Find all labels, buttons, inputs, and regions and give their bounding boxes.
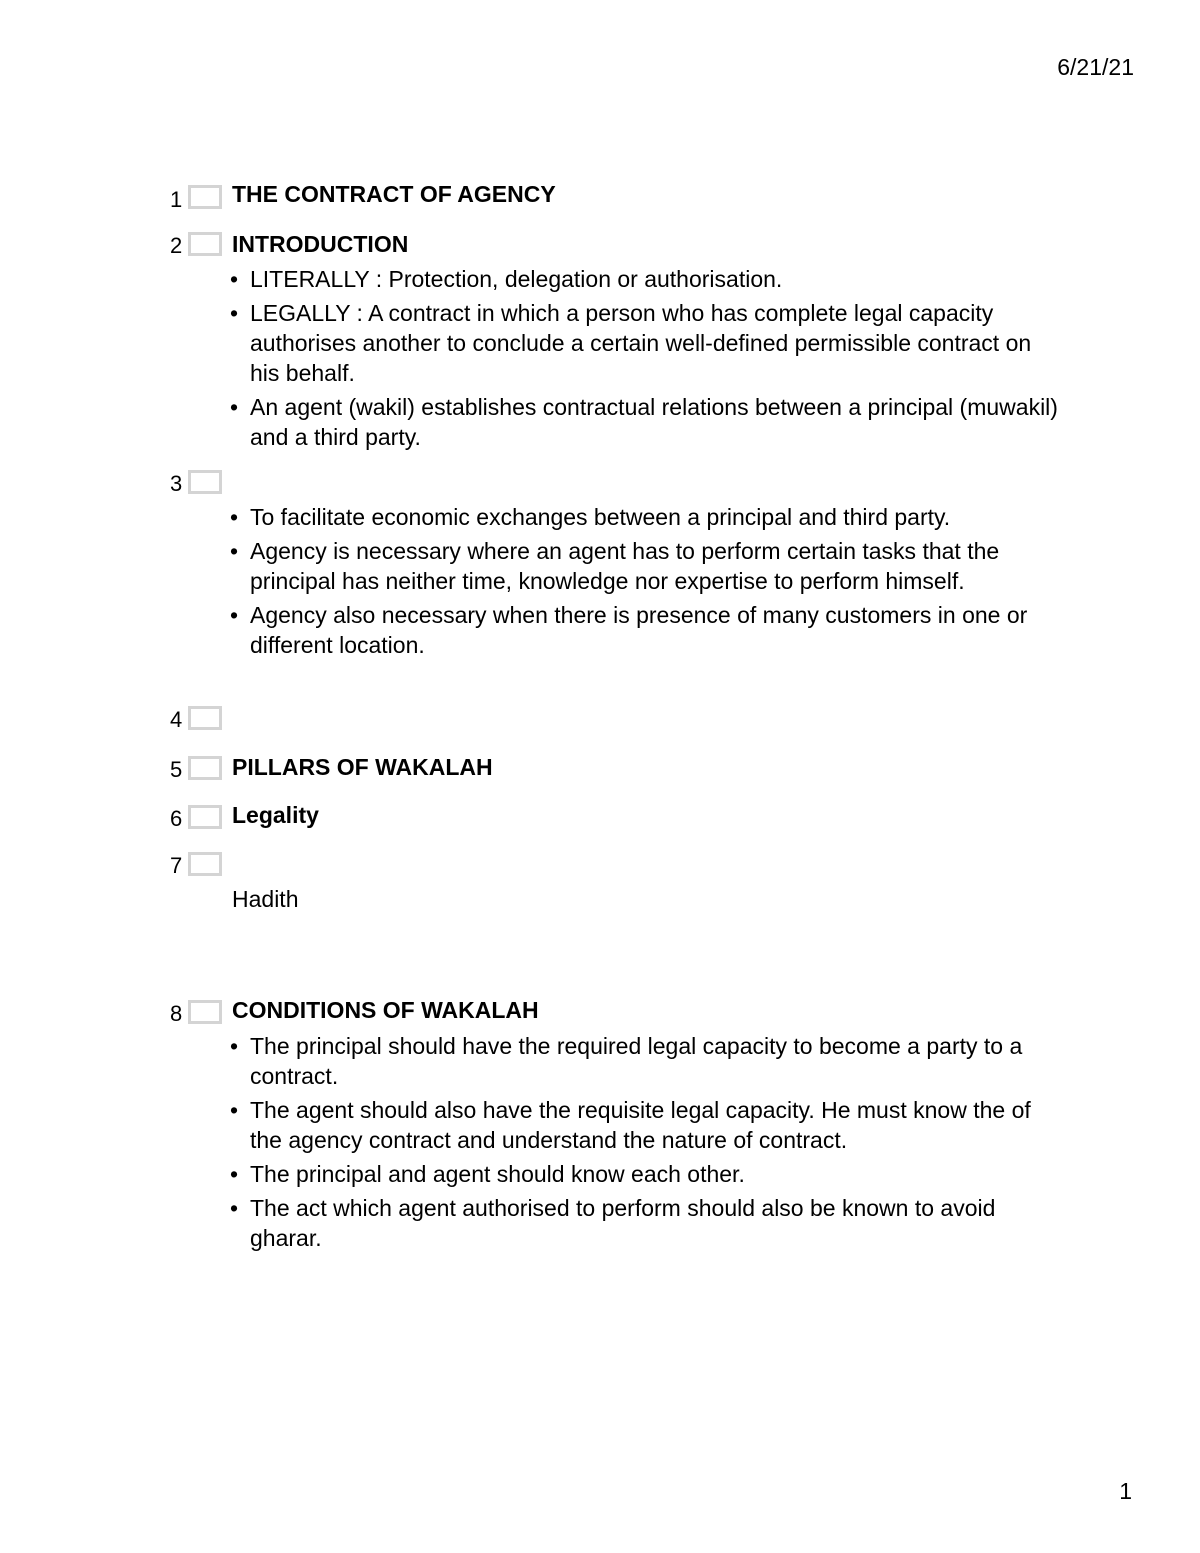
slide-number: 7 [170, 853, 183, 878]
slide-number: 4 [170, 707, 183, 732]
list-item: • Agency is necessary where an agent has to perform certain tasks that the principal has neither time, knowledge nor expertise to perform himself. [228, 536, 1058, 596]
list-item: • Agency also necessary when there is presence of many customers in one or different location. [228, 600, 1058, 660]
print-date: 6/21/21 [1057, 54, 1134, 80]
list-item: • LEGALLY : A contract in which a person who has complete legal capacity authorises another to conclude a certain well-defined permissible contract on his behalf. [228, 298, 1058, 388]
slide-number: 2 [170, 233, 183, 258]
slide-thumbnail [188, 805, 222, 829]
slide-thumbnail [188, 470, 222, 494]
slide-number: 6 [170, 806, 183, 831]
slide-number: 8 [170, 1001, 183, 1026]
list-item: • LITERALLY : Protection, delegation or authorisation. [228, 264, 1058, 294]
slide-title: Legality [232, 802, 319, 828]
list-item: • The agent should also have the requisite legal capacity. He must know the of the agency contract and understand the nature of contract. [228, 1095, 1058, 1155]
slide-title: THE CONTRACT OF AGENCY [232, 181, 556, 207]
bullet-list [228, 1031, 1058, 1257]
list-item: • The principal and agent should know each other. [228, 1159, 1058, 1189]
page-number: 1 [1119, 1478, 1132, 1504]
list-item: • To facilitate economic exchanges between a principal and third party. [228, 502, 1058, 532]
slide-title: PILLARS OF WAKALAH [232, 754, 493, 780]
slide-number: 1 [170, 187, 183, 212]
slide-title: CONDITIONS OF WAKALAH [232, 997, 539, 1023]
slide-text: Hadith [232, 886, 299, 912]
slide-thumbnail [188, 852, 222, 876]
slide-thumbnail [188, 706, 222, 730]
list-item: • The act which agent authorised to perform should also be known to avoid gharar. [228, 1193, 1058, 1253]
slide-number: 3 [170, 471, 183, 496]
bullet-list [228, 502, 1058, 664]
slide-thumbnail [188, 232, 222, 256]
slide-title: INTRODUCTION [232, 231, 409, 257]
list-item: • An agent (wakil) establishes contractual relations between a principal (muwakil) and a third party. [228, 392, 1058, 452]
slide-thumbnail [188, 1000, 222, 1024]
list-item: • The principal should have the required legal capacity to become a party to a contract. [228, 1031, 1058, 1091]
slide-thumbnail [188, 756, 222, 780]
slide-number: 5 [170, 757, 183, 782]
bullet-list [228, 264, 1058, 456]
slide-thumbnail [188, 185, 222, 209]
